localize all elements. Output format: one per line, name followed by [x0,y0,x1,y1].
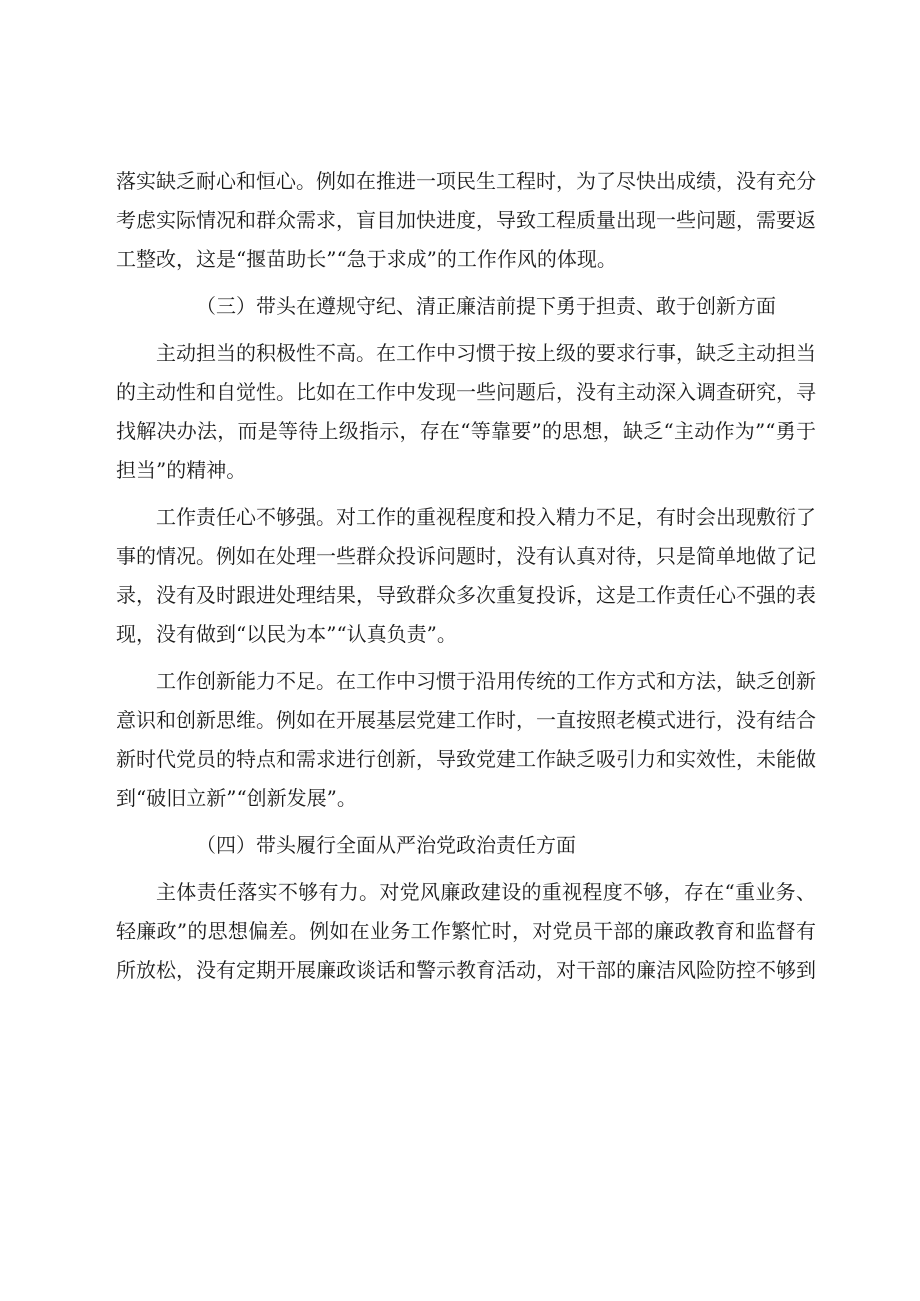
section-heading-3: （三）带头在遵规守纪、清正廉洁前提下勇于担责、敢于创新方面 [196,294,776,318]
paragraph-responsibility: 工作责任心不够强。对工作的重视程度和投入精力不足，有时会出现敷衍了事的情况。例如在处理一些群众投诉问题时，没有认真对待，只是简单地做了记录，没有及时跟进处理结果，导致群众多次重复投诉，这是工作责任心不强的表现，没有做到“以民为本”“认真负责”。 [116,505,816,646]
document-body [116,162,816,998]
paragraph-main-responsibility: 主体责任落实不够有力。对党风廉政建设的重视程度不够，存在“重业务、轻廉政”的思想偏差。例如在业务工作繁忙时，对党员干部的廉政教育和监督有所放松，没有定期开展廉政谈话和警示教育活动，对干部的廉洁风险防控不够到 [116,880,816,982]
paragraph-continuation: 落实缺乏耐心和恒心。例如在推进一项民生工程时，为了尽快出成绩，没有充分考虑实际情况和群众需求，盲目加快进度，导致工程质量出现一些问题，需要返工整改，这是“揠苗助长”“急于求成”的工作作风的体现。 [116,169,816,271]
section-heading-4: （四）带头履行全面从严治党政治责任方面 [196,833,576,857]
paragraph-initiative: 主动担当的积极性不高。在工作中习惯于按上级的要求行事，缺乏主动担当的主动性和自觉性。比如在工作中发现一些问题后，没有主动深入调查研究，寻找解决办法，而是等待上级指示，存在“等靠要”的思想，缺乏“主动作为”“勇于担当”的精神。 [116,341,816,482]
paragraph-innovation: 工作创新能力不足。在工作中习惯于沿用传统的工作方式和方法，缺乏创新意识和创新思维。例如在开展基层党建工作时，一直按照老模式进行，没有结合新时代党员的特点和需求进行创新，导致党建工作缺乏吸引力和实效性，未能做到“破旧立新”“创新发展”。 [116,669,816,810]
